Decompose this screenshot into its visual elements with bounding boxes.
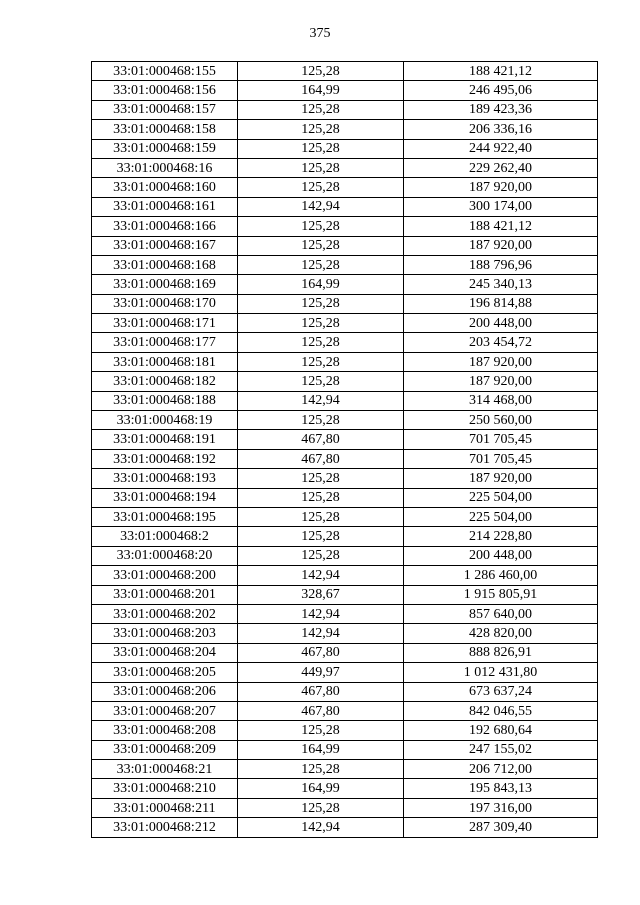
value-cell: 187 920,00 bbox=[404, 469, 598, 488]
cadastral-number-cell: 33:01:000468:21 bbox=[92, 760, 238, 779]
cadastral-number-cell: 33:01:000468:181 bbox=[92, 352, 238, 371]
cadastral-number-cell: 33:01:000468:171 bbox=[92, 314, 238, 333]
area-cell: 125,28 bbox=[238, 507, 404, 526]
cadastral-number-cell: 33:01:000468:160 bbox=[92, 178, 238, 197]
table-row bbox=[92, 585, 598, 604]
area-cell: 142,94 bbox=[238, 391, 404, 410]
value-cell: 888 826,91 bbox=[404, 643, 598, 662]
area-cell: 142,94 bbox=[238, 604, 404, 623]
value-cell: 287 309,40 bbox=[404, 818, 598, 837]
cadastral-number-cell: 33:01:000468:200 bbox=[92, 566, 238, 585]
table-row bbox=[92, 798, 598, 817]
cadastral-number-cell: 33:01:000468:212 bbox=[92, 818, 238, 837]
value-cell: 247 155,02 bbox=[404, 740, 598, 759]
value-cell: 187 920,00 bbox=[404, 372, 598, 391]
cadastral-number-cell: 33:01:000468:19 bbox=[92, 411, 238, 430]
value-cell: 214 228,80 bbox=[404, 527, 598, 546]
cadastral-number-cell: 33:01:000468:157 bbox=[92, 100, 238, 119]
cadastral-number-cell: 33:01:000468:201 bbox=[92, 585, 238, 604]
value-cell: 244 922,40 bbox=[404, 139, 598, 158]
cadastral-number-cell: 33:01:000468:205 bbox=[92, 663, 238, 682]
cadastral-number-cell: 33:01:000468:208 bbox=[92, 721, 238, 740]
area-cell: 142,94 bbox=[238, 197, 404, 216]
value-cell: 225 504,00 bbox=[404, 507, 598, 526]
value-cell: 188 421,12 bbox=[404, 217, 598, 236]
data-table bbox=[91, 61, 598, 838]
cadastral-number-cell: 33:01:000468:195 bbox=[92, 507, 238, 526]
table-row bbox=[92, 217, 598, 236]
area-cell: 467,80 bbox=[238, 449, 404, 468]
area-cell: 467,80 bbox=[238, 682, 404, 701]
area-cell: 328,67 bbox=[238, 585, 404, 604]
table-row bbox=[92, 624, 598, 643]
value-cell: 229 262,40 bbox=[404, 158, 598, 177]
table-row bbox=[92, 701, 598, 720]
area-cell: 125,28 bbox=[238, 255, 404, 274]
cadastral-number-cell: 33:01:000468:170 bbox=[92, 294, 238, 313]
cadastral-number-cell: 33:01:000468:193 bbox=[92, 469, 238, 488]
table-row bbox=[92, 178, 598, 197]
cadastral-number-cell: 33:01:000468:194 bbox=[92, 488, 238, 507]
table-row bbox=[92, 352, 598, 371]
area-cell: 125,28 bbox=[238, 236, 404, 255]
table-row bbox=[92, 294, 598, 313]
table-row bbox=[92, 139, 598, 158]
value-cell: 245 340,13 bbox=[404, 275, 598, 294]
table-row bbox=[92, 158, 598, 177]
area-cell: 142,94 bbox=[238, 818, 404, 837]
table-row bbox=[92, 721, 598, 740]
cadastral-number-cell: 33:01:000468:161 bbox=[92, 197, 238, 216]
area-cell: 125,28 bbox=[238, 62, 404, 81]
cadastral-number-cell: 33:01:000468:159 bbox=[92, 139, 238, 158]
area-cell: 125,28 bbox=[238, 217, 404, 236]
cadastral-number-cell: 33:01:000468:169 bbox=[92, 275, 238, 294]
value-cell: 197 316,00 bbox=[404, 798, 598, 817]
cadastral-number-cell: 33:01:000468:210 bbox=[92, 779, 238, 798]
cadastral-number-cell: 33:01:000468:156 bbox=[92, 81, 238, 100]
cadastral-number-cell: 33:01:000468:167 bbox=[92, 236, 238, 255]
cadastral-number-cell: 33:01:000468:209 bbox=[92, 740, 238, 759]
table-row bbox=[92, 527, 598, 546]
area-cell: 164,99 bbox=[238, 740, 404, 759]
area-cell: 125,28 bbox=[238, 100, 404, 119]
area-cell: 125,28 bbox=[238, 411, 404, 430]
cadastral-number-cell: 33:01:000468:182 bbox=[92, 372, 238, 391]
area-cell: 125,28 bbox=[238, 721, 404, 740]
value-cell: 225 504,00 bbox=[404, 488, 598, 507]
area-cell: 125,28 bbox=[238, 469, 404, 488]
table-row bbox=[92, 643, 598, 662]
page-number: 375 bbox=[309, 26, 331, 41]
value-cell: 314 468,00 bbox=[404, 391, 598, 410]
value-cell: 857 640,00 bbox=[404, 604, 598, 623]
table-row bbox=[92, 760, 598, 779]
area-cell: 125,28 bbox=[238, 120, 404, 139]
cadastral-number-cell: 33:01:000468:203 bbox=[92, 624, 238, 643]
table-row bbox=[92, 779, 598, 798]
value-cell: 300 174,00 bbox=[404, 197, 598, 216]
area-cell: 125,28 bbox=[238, 178, 404, 197]
value-cell: 842 046,55 bbox=[404, 701, 598, 720]
area-cell: 125,28 bbox=[238, 294, 404, 313]
area-cell: 125,28 bbox=[238, 527, 404, 546]
cadastral-number-cell: 33:01:000468:158 bbox=[92, 120, 238, 139]
value-cell: 250 560,00 bbox=[404, 411, 598, 430]
table-row bbox=[92, 604, 598, 623]
value-cell: 195 843,13 bbox=[404, 779, 598, 798]
table-row bbox=[92, 255, 598, 274]
value-cell: 188 796,96 bbox=[404, 255, 598, 274]
table-row bbox=[92, 469, 598, 488]
value-cell: 428 820,00 bbox=[404, 624, 598, 643]
value-cell: 189 423,36 bbox=[404, 100, 598, 119]
area-cell: 467,80 bbox=[238, 643, 404, 662]
area-cell: 142,94 bbox=[238, 624, 404, 643]
area-cell: 164,99 bbox=[238, 779, 404, 798]
cadastral-number-cell: 33:01:000468:202 bbox=[92, 604, 238, 623]
area-cell: 125,28 bbox=[238, 798, 404, 817]
table-row bbox=[92, 430, 598, 449]
table-row bbox=[92, 333, 598, 352]
table-row bbox=[92, 449, 598, 468]
cadastral-number-cell: 33:01:000468:207 bbox=[92, 701, 238, 720]
value-cell: 188 421,12 bbox=[404, 62, 598, 81]
cadastral-number-cell: 33:01:000468:20 bbox=[92, 546, 238, 565]
cadastral-number-cell: 33:01:000468:188 bbox=[92, 391, 238, 410]
cadastral-number-cell: 33:01:000468:211 bbox=[92, 798, 238, 817]
value-cell: 187 920,00 bbox=[404, 352, 598, 371]
cadastral-number-cell: 33:01:000468:204 bbox=[92, 643, 238, 662]
value-cell: 187 920,00 bbox=[404, 236, 598, 255]
table-row bbox=[92, 62, 598, 81]
area-cell: 125,28 bbox=[238, 314, 404, 333]
table-row bbox=[92, 120, 598, 139]
area-cell: 467,80 bbox=[238, 701, 404, 720]
area-cell: 125,28 bbox=[238, 760, 404, 779]
area-cell: 125,28 bbox=[238, 488, 404, 507]
value-cell: 200 448,00 bbox=[404, 546, 598, 565]
cadastral-number-cell: 33:01:000468:155 bbox=[92, 62, 238, 81]
table-row bbox=[92, 81, 598, 100]
value-cell: 203 454,72 bbox=[404, 333, 598, 352]
area-cell: 125,28 bbox=[238, 352, 404, 371]
table-row bbox=[92, 372, 598, 391]
value-cell: 206 712,00 bbox=[404, 760, 598, 779]
value-cell: 1 012 431,80 bbox=[404, 663, 598, 682]
table-row bbox=[92, 682, 598, 701]
value-cell: 246 495,06 bbox=[404, 81, 598, 100]
table-row bbox=[92, 197, 598, 216]
area-cell: 125,28 bbox=[238, 139, 404, 158]
value-cell: 1 915 805,91 bbox=[404, 585, 598, 604]
table-row bbox=[92, 818, 598, 837]
value-cell: 200 448,00 bbox=[404, 314, 598, 333]
cadastral-number-cell: 33:01:000468:192 bbox=[92, 449, 238, 468]
area-cell: 467,80 bbox=[238, 430, 404, 449]
value-cell: 673 637,24 bbox=[404, 682, 598, 701]
table-row bbox=[92, 546, 598, 565]
value-cell: 187 920,00 bbox=[404, 178, 598, 197]
area-cell: 125,28 bbox=[238, 372, 404, 391]
cadastral-number-cell: 33:01:000468:168 bbox=[92, 255, 238, 274]
table-row bbox=[92, 488, 598, 507]
value-cell: 701 705,45 bbox=[404, 449, 598, 468]
cadastral-number-cell: 33:01:000468:206 bbox=[92, 682, 238, 701]
value-cell: 206 336,16 bbox=[404, 120, 598, 139]
table-row bbox=[92, 236, 598, 255]
table-row bbox=[92, 411, 598, 430]
table-row bbox=[92, 314, 598, 333]
area-cell: 164,99 bbox=[238, 275, 404, 294]
cadastral-number-cell: 33:01:000468:177 bbox=[92, 333, 238, 352]
area-cell: 449,97 bbox=[238, 663, 404, 682]
area-cell: 164,99 bbox=[238, 81, 404, 100]
table-row bbox=[92, 275, 598, 294]
table-row bbox=[92, 100, 598, 119]
table-row bbox=[92, 507, 598, 526]
value-cell: 192 680,64 bbox=[404, 721, 598, 740]
table-row bbox=[92, 663, 598, 682]
value-cell: 701 705,45 bbox=[404, 430, 598, 449]
cadastral-number-cell: 33:01:000468:2 bbox=[92, 527, 238, 546]
cadastral-number-cell: 33:01:000468:166 bbox=[92, 217, 238, 236]
table-row bbox=[92, 740, 598, 759]
cadastral-number-cell: 33:01:000468:191 bbox=[92, 430, 238, 449]
value-cell: 196 814,88 bbox=[404, 294, 598, 313]
table-row bbox=[92, 391, 598, 410]
area-cell: 125,28 bbox=[238, 158, 404, 177]
area-cell: 125,28 bbox=[238, 546, 404, 565]
area-cell: 142,94 bbox=[238, 566, 404, 585]
cadastral-number-cell: 33:01:000468:16 bbox=[92, 158, 238, 177]
value-cell: 1 286 460,00 bbox=[404, 566, 598, 585]
table-body bbox=[92, 62, 598, 838]
table-row bbox=[92, 566, 598, 585]
area-cell: 125,28 bbox=[238, 333, 404, 352]
